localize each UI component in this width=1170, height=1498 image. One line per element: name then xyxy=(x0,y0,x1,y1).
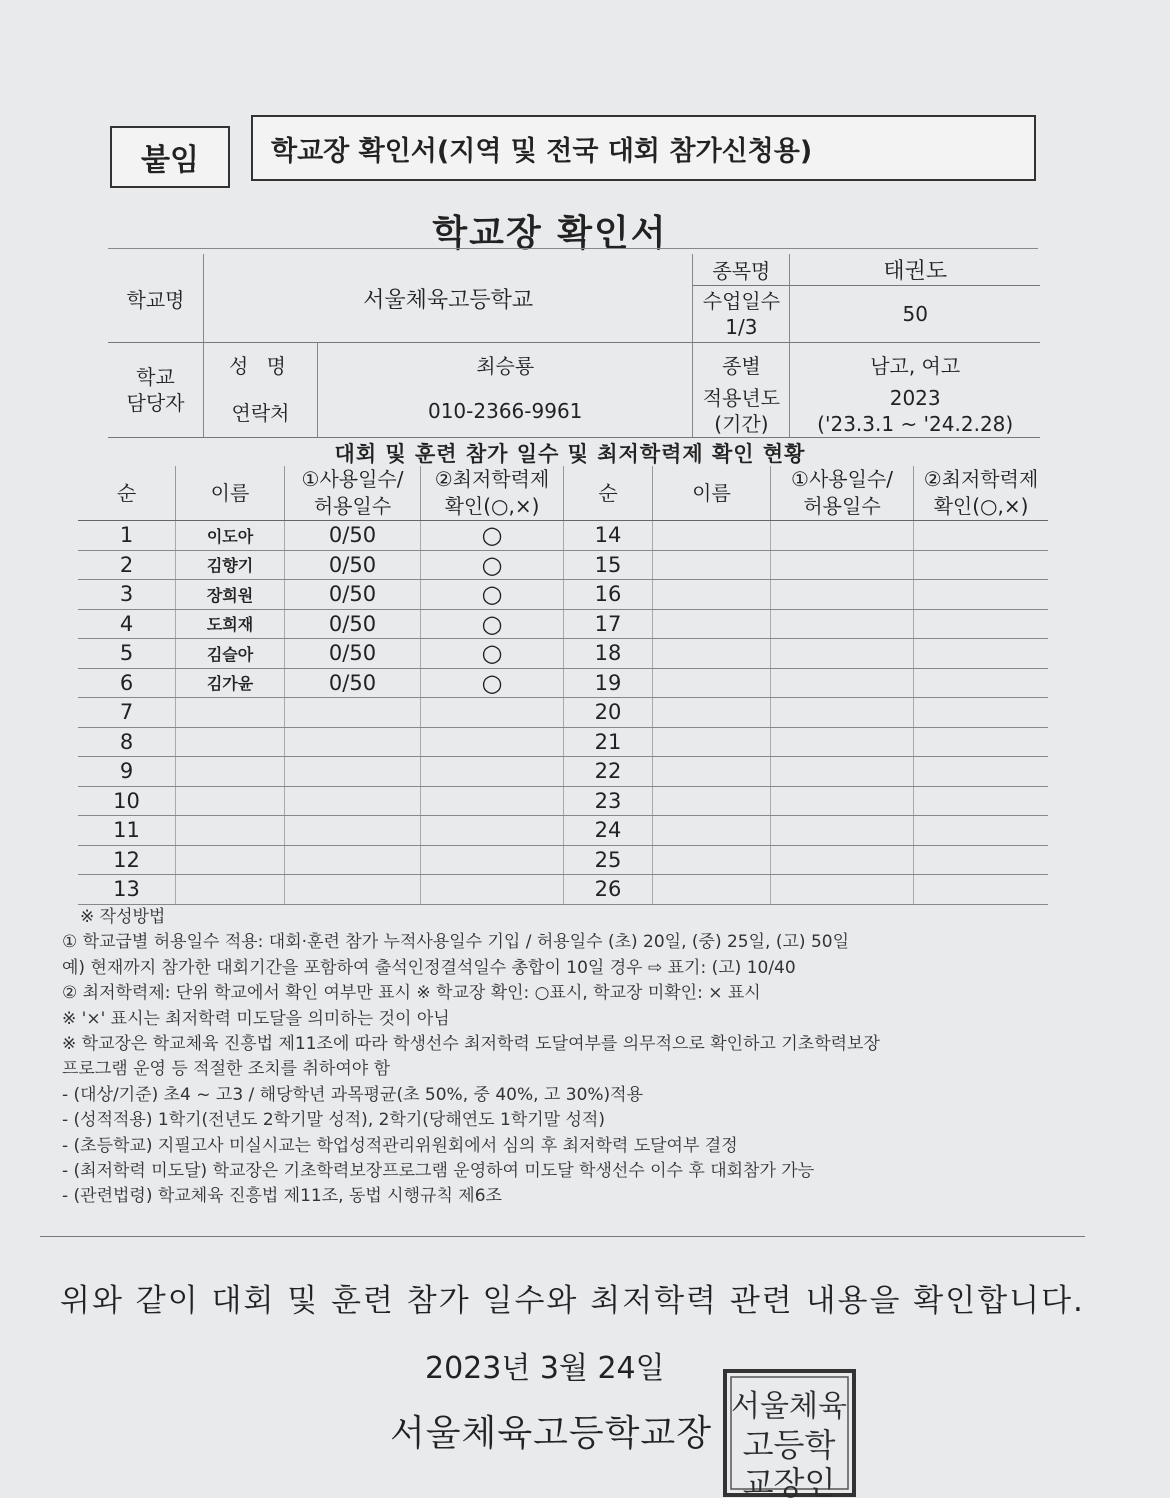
col-header-days-right-2: 허용일수 xyxy=(803,494,881,518)
student-name-cell xyxy=(653,639,771,669)
col-header-no: 순 xyxy=(78,466,176,521)
row-number-cell: 19 xyxy=(564,668,653,698)
min-academic-check-cell xyxy=(914,845,1049,875)
used-days-cell xyxy=(285,698,421,728)
used-days-cell xyxy=(771,668,914,698)
row-number-cell: 12 xyxy=(78,845,176,875)
col-header-days-right-1: ①사용일수/ xyxy=(791,467,893,491)
instruction-line: ※ '×' 표시는 최저학력 미도달을 의미하는 것이 아님 xyxy=(62,1008,450,1029)
section-title: 대회 및 훈련 참가 일수 및 최저학력제 확인 현황 xyxy=(334,442,806,466)
participation-table xyxy=(78,466,1048,905)
instruction-line: ① 학교급별 허용일수 적용: 대회·훈련 참가 누적사용일수 기입 / 허용일수 (초) 20일, (중) 25일, (고) 50일 xyxy=(62,932,850,953)
student-name-cell xyxy=(653,609,771,639)
page-title: 학교장 확인서 xyxy=(432,213,668,254)
student-name-cell xyxy=(176,875,285,905)
col-header-check-1: ②최저학력제 xyxy=(434,467,550,491)
seal-text-line-3: 교장인 xyxy=(742,1464,836,1498)
table-header-row xyxy=(78,466,1048,521)
row-number-cell: 6 xyxy=(78,668,176,698)
class-days-label-2: 1/3 xyxy=(725,315,758,339)
year-label-2: (기간) xyxy=(714,412,769,436)
student-name-cell xyxy=(653,816,771,846)
phone-label: 연락처 xyxy=(204,385,318,438)
used-days-cell xyxy=(285,845,421,875)
instruction-line: 예) 현재까지 참가한 대회기간을 포함하여 출석인정결석일수 총합이 10일 경우 ⇨ 표기: (고) 10/40 xyxy=(62,957,796,978)
school-name-value: 서울체육고등학교 xyxy=(204,254,693,343)
instruction-line: ② 최저학력제: 단위 학교에서 확인 여부만 표시 ※ 학교장 확인: ○표시, 학교장 미확인: × 표시 xyxy=(62,983,761,1004)
instruction-line: - (대상/기준) 초4 ~ 고3 / 해당학년 과목평균(초 50%, 중 40%, 고 30%)적용 xyxy=(62,1084,644,1105)
col-header-check-right-1: ②최저학력제 xyxy=(923,467,1039,491)
used-days-cell: 0/50 xyxy=(285,521,421,551)
min-academic-check-cell: ○ xyxy=(421,580,564,610)
table-row xyxy=(78,757,1048,787)
gender-value: 남고, 여고 xyxy=(870,353,961,378)
col-header-days xyxy=(285,466,421,521)
phone-value: 010-2366-9961 xyxy=(318,385,693,438)
min-academic-check-cell xyxy=(914,580,1049,610)
document-subject-box xyxy=(251,115,1036,181)
student-name-cell: 이도아 xyxy=(176,521,285,551)
school-name-label: 학교명 xyxy=(108,254,204,343)
year-label xyxy=(693,385,790,438)
min-academic-check-cell xyxy=(914,550,1049,580)
used-days-cell: 0/50 xyxy=(285,580,421,610)
table-row xyxy=(78,875,1048,905)
row-number-cell: 8 xyxy=(78,727,176,757)
instruction-line: - (관련법령) 학교체육 진흥법 제11조, 동법 시행규칙 제6조 xyxy=(62,1186,502,1207)
table-row xyxy=(78,698,1048,728)
col-header-days-1: ①사용일수/ xyxy=(301,467,404,491)
table-row xyxy=(78,521,1048,551)
min-academic-check-cell xyxy=(421,875,564,905)
contact-person-label-2: 담당자 xyxy=(126,391,185,415)
used-days-cell xyxy=(771,609,914,639)
class-days-label-1: 수업일수 xyxy=(702,289,781,313)
table-row xyxy=(78,609,1048,639)
min-academic-check-cell xyxy=(914,816,1049,846)
min-academic-check-cell xyxy=(421,698,564,728)
col-header-days-right xyxy=(771,466,914,521)
row-number-cell: 3 xyxy=(78,580,176,610)
min-academic-check-cell xyxy=(914,786,1049,816)
contact-person-label xyxy=(108,343,204,438)
event-label: 종목명 xyxy=(693,254,790,286)
row-number-cell: 26 xyxy=(564,875,653,905)
instruction-line: ※ 학교장은 학교체육 진흥법 제11조에 따라 학생선수 최저학력 도달여부를 의무적으로 확인하고 기초학력보장 xyxy=(62,1034,880,1055)
student-name-cell xyxy=(176,786,285,816)
attachment-tag-label: 붙임 xyxy=(141,143,199,178)
row-number-cell: 24 xyxy=(564,816,653,846)
document-subject: 학교장 확인서(지역 및 전국 대회 참가신청용) xyxy=(271,135,813,167)
student-name-cell xyxy=(653,668,771,698)
table-row xyxy=(78,845,1048,875)
student-name-cell xyxy=(653,698,771,728)
used-days-cell xyxy=(285,727,421,757)
student-name-cell: 김향기 xyxy=(176,550,285,580)
principal-name: 서울체육고등학교장 xyxy=(390,1413,712,1454)
student-name-cell xyxy=(176,845,285,875)
col-header-days-2: 허용일수 xyxy=(313,494,392,518)
student-name-cell xyxy=(653,580,771,610)
seal-text-line-1: 서울체육 xyxy=(731,1389,847,1424)
row-number-cell: 2 xyxy=(78,550,176,580)
row-number-cell: 7 xyxy=(78,698,176,728)
student-name-cell xyxy=(653,727,771,757)
year-value-cell xyxy=(790,385,1040,438)
instruction-line: 프로그램 운영 등 적절한 조치를 취하여야 함 xyxy=(62,1059,391,1080)
divider xyxy=(40,1236,1085,1237)
class-days-label xyxy=(693,286,790,343)
student-name-cell xyxy=(653,521,771,551)
table-row xyxy=(78,668,1048,698)
used-days-cell xyxy=(771,875,914,905)
min-academic-check-cell xyxy=(914,757,1049,787)
year-value: 2023 xyxy=(889,386,941,410)
student-name-cell xyxy=(653,550,771,580)
col-header-check-2: 확인(○,×) xyxy=(444,494,540,518)
student-name-cell: 김가윤 xyxy=(176,668,285,698)
student-name-cell xyxy=(176,698,285,728)
row-number-cell: 5 xyxy=(78,639,176,669)
used-days-cell xyxy=(771,727,914,757)
used-days-cell xyxy=(285,875,421,905)
table-row xyxy=(78,816,1048,846)
row-number-cell: 25 xyxy=(564,845,653,875)
row-number-cell: 11 xyxy=(78,816,176,846)
used-days-cell xyxy=(771,580,914,610)
used-days-cell xyxy=(771,757,914,787)
row-number-cell: 22 xyxy=(564,757,653,787)
used-days-cell: 0/50 xyxy=(285,668,421,698)
col-header-name-right: 이름 xyxy=(653,466,771,521)
student-name-cell: 도희재 xyxy=(176,609,285,639)
col-header-name: 이름 xyxy=(176,466,285,521)
row-number-cell: 18 xyxy=(564,639,653,669)
confirmation-statement: 위와 같이 대회 및 훈련 참가 일수와 최저학력 관련 내용을 확인합니다. xyxy=(60,1283,1085,1319)
table-row xyxy=(78,639,1048,669)
instruction-line: - (최저학력 미도달) 학교장은 기초학력보장프로그램 운영하여 미도달 학생선수 이수 후 대회참가 가능 xyxy=(62,1161,815,1182)
col-header-check-right xyxy=(914,466,1049,521)
used-days-cell: 0/50 xyxy=(285,550,421,580)
used-days-cell xyxy=(285,816,421,846)
min-academic-check-cell xyxy=(421,816,564,846)
table-row xyxy=(78,580,1048,610)
student-name-cell: 장희원 xyxy=(176,580,285,610)
row-number-cell: 10 xyxy=(78,786,176,816)
row-number-cell: 13 xyxy=(78,875,176,905)
min-academic-check-cell: ○ xyxy=(421,521,564,551)
used-days-cell xyxy=(285,786,421,816)
min-academic-check-cell xyxy=(914,609,1049,639)
instruction-line: - (초등학교) 지필고사 미실시교는 학업성적관리위원회에서 심의 후 최저학력 도달여부 결정 xyxy=(62,1135,738,1156)
min-academic-check-cell xyxy=(421,727,564,757)
row-number-cell: 1 xyxy=(78,521,176,551)
used-days-cell: 0/50 xyxy=(285,639,421,669)
table-row xyxy=(78,786,1048,816)
row-number-cell: 9 xyxy=(78,757,176,787)
gender-label: 종별 xyxy=(693,343,790,386)
min-academic-check-cell: ○ xyxy=(421,639,564,669)
row-number-cell: 23 xyxy=(564,786,653,816)
attachment-tag xyxy=(110,126,230,188)
class-days-value: 50 xyxy=(790,286,1040,343)
col-header-no-right: 순 xyxy=(564,466,653,521)
official-seal-stamp xyxy=(722,1368,857,1498)
used-days-cell xyxy=(771,550,914,580)
min-academic-check-cell xyxy=(914,875,1049,905)
used-days-cell xyxy=(771,639,914,669)
used-days-cell xyxy=(771,816,914,846)
name-label: 성 명 xyxy=(204,343,318,386)
min-academic-check-cell xyxy=(914,698,1049,728)
instructions xyxy=(62,905,1102,1210)
used-days-cell xyxy=(771,845,914,875)
row-number-cell: 20 xyxy=(564,698,653,728)
student-name-cell: 김슬아 xyxy=(176,639,285,669)
student-name-cell xyxy=(653,875,771,905)
used-days-cell xyxy=(771,786,914,816)
year-label-1: 적용년도 xyxy=(702,386,781,410)
used-days-cell xyxy=(285,757,421,787)
instructions-heading: ※ 작성방법 xyxy=(80,907,166,927)
min-academic-check-cell: ○ xyxy=(421,550,564,580)
col-header-check xyxy=(421,466,564,521)
used-days-cell: 0/50 xyxy=(285,609,421,639)
student-name-cell xyxy=(653,845,771,875)
row-number-cell: 16 xyxy=(564,580,653,610)
min-academic-check-cell xyxy=(421,845,564,875)
min-academic-check-cell xyxy=(421,757,564,787)
row-number-cell: 21 xyxy=(564,727,653,757)
contact-person-label-1: 학교 xyxy=(136,365,175,389)
col-header-check-right-2: 확인(○,×) xyxy=(933,494,1029,518)
min-academic-check-cell xyxy=(914,639,1049,669)
min-academic-check-cell xyxy=(914,727,1049,757)
row-number-cell: 15 xyxy=(564,550,653,580)
issue-date: 2023년 3월 24일 xyxy=(425,1351,665,1386)
student-name-cell xyxy=(653,757,771,787)
student-name-cell xyxy=(653,786,771,816)
used-days-cell xyxy=(771,698,914,728)
seal-text-line-2: 고등학 xyxy=(742,1426,836,1464)
student-name-cell xyxy=(176,816,285,846)
student-name-cell xyxy=(176,757,285,787)
period-value: ('23.3.1 ~ '24.2.28) xyxy=(817,412,1014,436)
row-number-cell: 14 xyxy=(564,521,653,551)
min-academic-check-cell: ○ xyxy=(421,668,564,698)
min-academic-check-cell xyxy=(914,521,1049,551)
used-days-cell xyxy=(771,521,914,551)
school-info-table xyxy=(108,254,1040,438)
min-academic-check-cell: ○ xyxy=(421,609,564,639)
row-number-cell: 4 xyxy=(78,609,176,639)
name-value: 최승룡 xyxy=(318,343,693,386)
student-name-cell xyxy=(176,727,285,757)
title-rule xyxy=(108,248,1038,249)
instruction-line: - (성적적용) 1학기(전년도 2학기말 성적), 2학기(당해연도 1학기말 성적) xyxy=(62,1110,605,1131)
table-row xyxy=(78,727,1048,757)
min-academic-check-cell xyxy=(914,668,1049,698)
table-row xyxy=(78,550,1048,580)
event-value: 태권도 xyxy=(790,254,1040,286)
min-academic-check-cell xyxy=(421,786,564,816)
row-number-cell: 17 xyxy=(564,609,653,639)
